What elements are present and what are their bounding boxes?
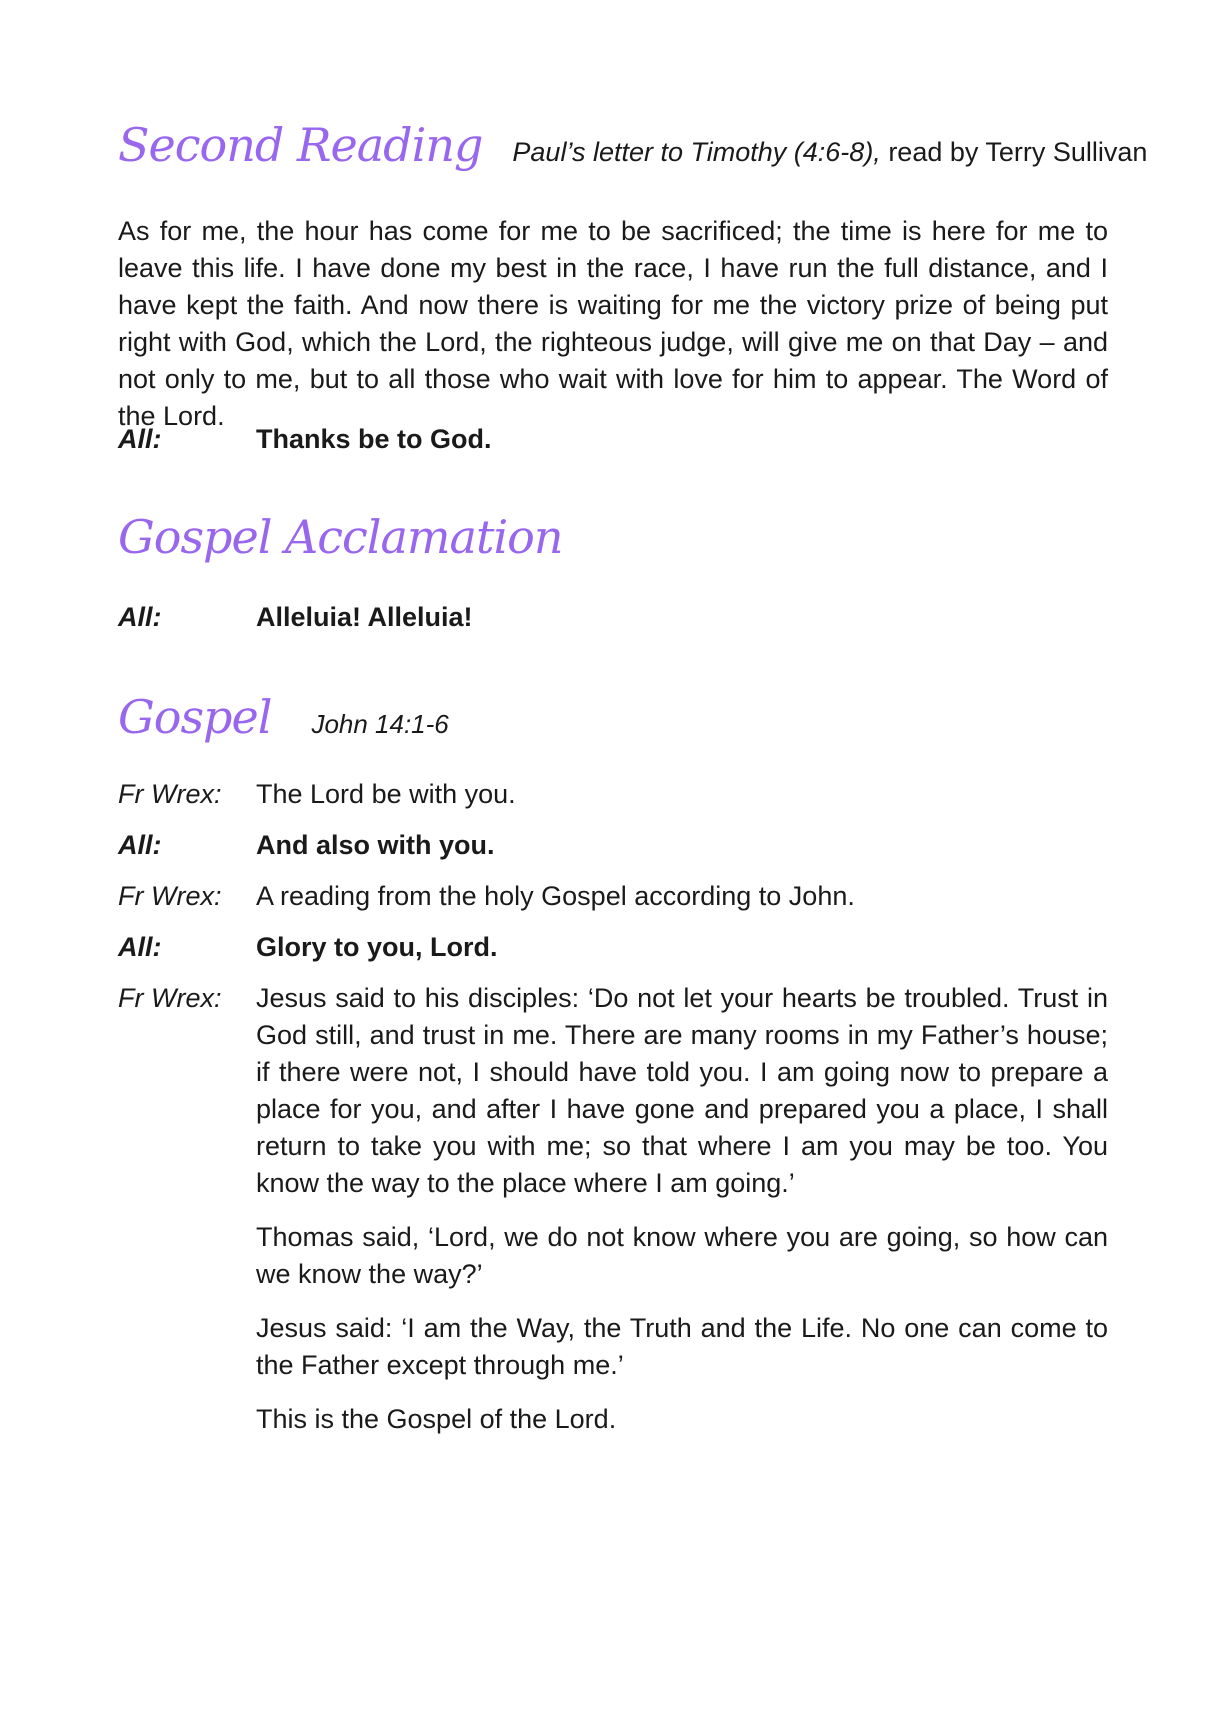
response-text: Alleluia! Alleluia! bbox=[256, 602, 473, 632]
gospel-title: Gospel bbox=[118, 690, 272, 744]
response-text: Thanks be to God. bbox=[256, 424, 492, 454]
second-reading-heading bbox=[118, 118, 1147, 172]
second-reading-text: As for me, the hour has come for me to be sacrificed; the time is here for me to leave this life. I have done my best in the race, I have run the full distance, and I have kept the faith. And now there is waiting for me the victory prize of being put right with God, which the Lord, the righteous judge, will give me on that Day – and not only to me, but to all those who wait with love for him to appear. The Word of the Lord. bbox=[118, 216, 1108, 431]
speaker-label: Fr Wrex: bbox=[118, 881, 222, 911]
second-reading-reference bbox=[512, 137, 1147, 168]
dialogue-line bbox=[118, 776, 1108, 813]
speaker-label: All: bbox=[118, 602, 162, 632]
dialogue-line bbox=[118, 827, 1108, 864]
dialogue-text: And also with you. bbox=[256, 830, 495, 860]
acclamation-response bbox=[118, 599, 1108, 636]
speaker-label: All: bbox=[118, 830, 162, 860]
dialogue-text: A reading from the holy Gospel according to John. bbox=[256, 881, 855, 911]
gospel-paragraph: Jesus said to his disciples: ‘Do not let your hearts be troubled. Trust in God still, and trust in me. There are many rooms in my Father’s house; if there were not, I should have told you. I am going now to prepare a place for you, and after I have gone and prepared you a place, I shall return to take you with me; so that where I am you may be too. You know the way to the place where I am going.’ bbox=[256, 983, 1108, 1198]
dialogue-text: Glory to you, Lord. bbox=[256, 932, 498, 962]
speaker-label: All: bbox=[118, 932, 162, 962]
gospel-paragraph: Thomas said, ‘Lord, we do not know where you are going, so how can we know the way?’ bbox=[256, 1222, 1108, 1289]
second-reading-response bbox=[118, 421, 1108, 458]
gospel-reference: John 14:1-6 bbox=[311, 709, 449, 739]
gospel-acclamation-heading bbox=[118, 510, 563, 564]
second-reading-title: Second Reading bbox=[118, 118, 483, 172]
speaker-label: Fr Wrex: bbox=[118, 779, 222, 809]
speaker-label: All: bbox=[118, 424, 162, 454]
second-reading-reader: read by Terry Sullivan bbox=[880, 137, 1148, 167]
gospel-paragraph: Jesus said: ‘I am the Way, the Truth and the Life. No one can come to the Father except through me.’ bbox=[256, 1313, 1108, 1380]
gospel-reading-text bbox=[256, 980, 1108, 1438]
second-reading-ref-italic: Paul’s letter to Timothy (4:6-8), bbox=[512, 137, 881, 167]
gospel-heading bbox=[118, 690, 449, 744]
dialogue-line bbox=[118, 929, 1108, 966]
gospel-acclamation-title: Gospel Acclamation bbox=[118, 510, 563, 564]
gospel-reading bbox=[118, 980, 1108, 1455]
speaker-label: Fr Wrex: bbox=[118, 983, 222, 1013]
gospel-closing: This is the Gospel of the Lord. bbox=[256, 1404, 617, 1434]
dialogue-line bbox=[118, 878, 1108, 915]
dialogue-text: The Lord be with you. bbox=[256, 779, 516, 809]
